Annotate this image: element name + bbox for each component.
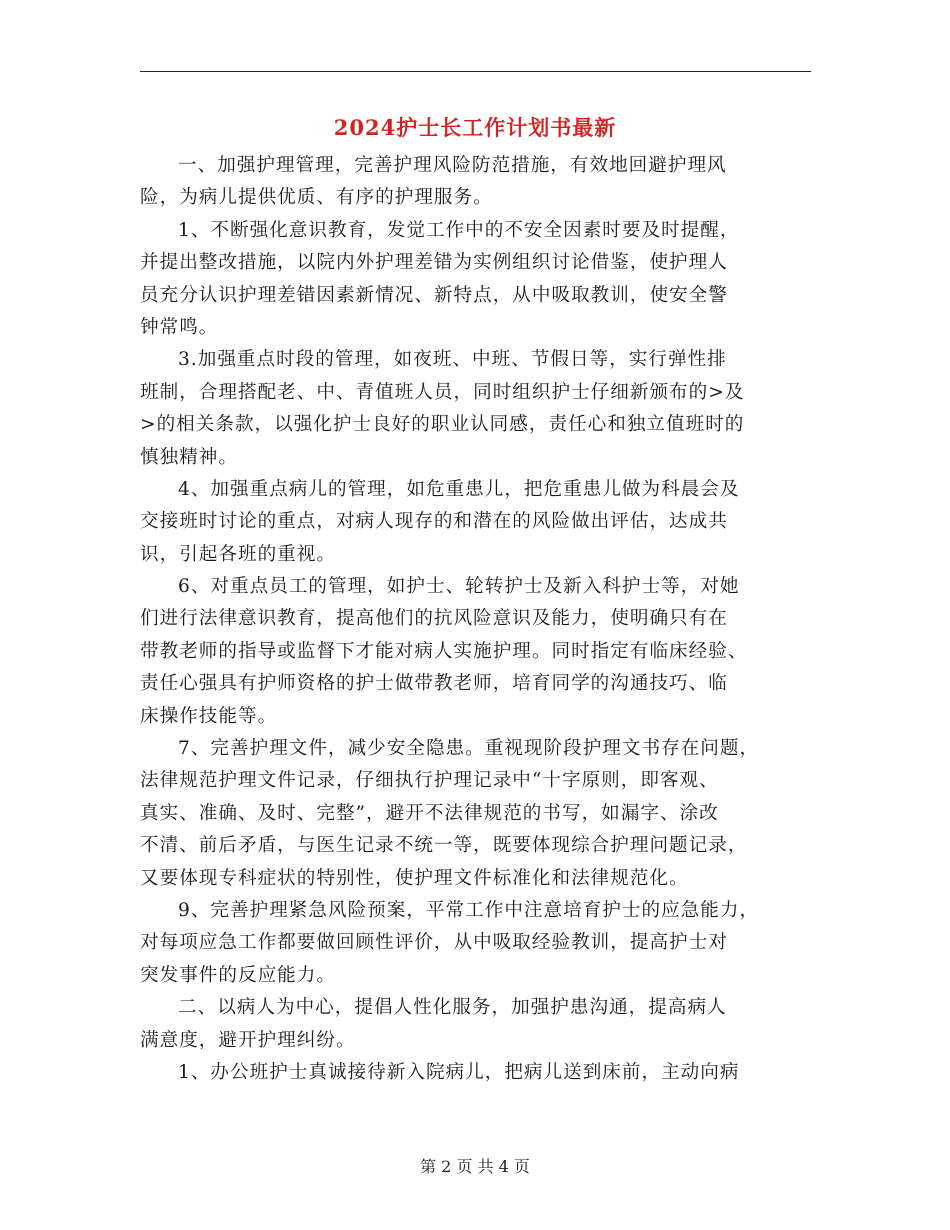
paragraph [140, 571, 811, 733]
paragraph-line: 4、加强重点病儿的管理，如危重患儿，把危重患儿做为科晨会及 [178, 478, 740, 500]
paragraph [140, 1057, 811, 1089]
paragraph-line: 并提出整改措施，以院内外护理差错为实例组织讨论借鉴，使护理人 [140, 252, 728, 274]
paragraph-line: 责任心强具有护师资格的护士做带教老师，培育同学的沟通技巧、临 [140, 673, 728, 695]
paragraph-line: 不清、前后矛盾，与医生记录不统一等，既要体现综合护理问题记录， [140, 835, 748, 857]
paragraph-line: 又要体现专科症状的特别性，使护理文件标准化和法律规范化。 [140, 867, 689, 889]
paragraph-line: 突发事件的反应能力。 [140, 964, 336, 986]
paragraph-line: 真实、准确、及时、完整”，避开不法律规范的书写，如漏字、涂改 [140, 802, 719, 824]
paragraph-line: 钟常鸣。 [140, 316, 219, 338]
header-rule [140, 71, 811, 72]
paragraph-line: 班制，合理搭配老、中、青值班人员，同时组织护士仔细新颁布的>及 [140, 381, 745, 403]
paragraph-line: 满意度，避开护理纠纷。 [140, 1029, 356, 1051]
paragraph-line: 险，为病儿提供优质、有序的护理服务。 [140, 187, 493, 209]
paragraph-line: 慎独精神。 [140, 446, 238, 468]
paragraph [140, 344, 811, 474]
page-footer: 第 2 页 共 4 页 [420, 1157, 530, 1176]
paragraph-line: 二、以病人为中心，提倡人性化服务，加强护患沟通，提高病人 [178, 997, 727, 1019]
paragraph-line: 床操作技能等。 [140, 705, 278, 727]
paragraph-line: 1、办公班护士真诚接待新入院病儿，把病儿送到床前，主动向病 [178, 1061, 740, 1083]
paragraph [140, 733, 811, 895]
paragraph [140, 474, 811, 571]
paragraph-line: 7、完善护理文件，减少安全隐患。重视现阶段护理文书存在问题， [178, 738, 760, 760]
paragraph [140, 992, 811, 1057]
paragraph-line: 1、不断强化意识教育，发觉工作中的不安全因素时要及时提醒， [178, 219, 740, 241]
paragraph-line: 法律规范护理文件记录，仔细执行护理记录中“十字原则，即客观、 [140, 770, 719, 792]
document-title: 2024护士长工作计划书最新 [333, 115, 617, 140]
paragraph [140, 895, 811, 992]
document-body [140, 150, 811, 1089]
paragraph-line: 识，引起各班的重视。 [140, 543, 336, 565]
paragraph-line: >的相关条款，以强化护士良好的职业认同感，责任心和独立值班时的 [140, 414, 745, 436]
paragraph-line: 交接班时讨论的重点，对病人现存的和潜在的风险做出评估，达成共 [140, 511, 728, 533]
paragraph-line: 们进行法律意识教育，提高他们的抗风险意识及能力，使明确只有在 [140, 608, 728, 630]
paragraph-line: 3.加强重点时段的管理，如夜班、中班、节假日等，实行弹性排 [178, 349, 727, 371]
paragraph-line: 9、完善护理紧急风险预案，平常工作中注意培育护士的应急能力， [178, 899, 760, 921]
paragraph-line: 员充分认识护理差错因素新情况、新特点，从中吸取教训，使安全警 [140, 284, 728, 306]
paragraph-line: 6、对重点员工的管理，如护士、轮转护士及新入科护士等，对她 [178, 576, 740, 598]
paragraph [140, 150, 811, 215]
paragraph-line: 带教老师的指导或监督下才能对病人实施护理。同时指定有临床经验、 [140, 640, 748, 662]
paragraph-line: 一、加强护理管理，完善护理风险防范措施，有效地回避护理风 [178, 155, 727, 176]
paragraph [140, 215, 811, 345]
paragraph-line: 对每项应急工作都要做回顾性评价，从中吸取经验教训，提高护士对 [140, 932, 728, 954]
